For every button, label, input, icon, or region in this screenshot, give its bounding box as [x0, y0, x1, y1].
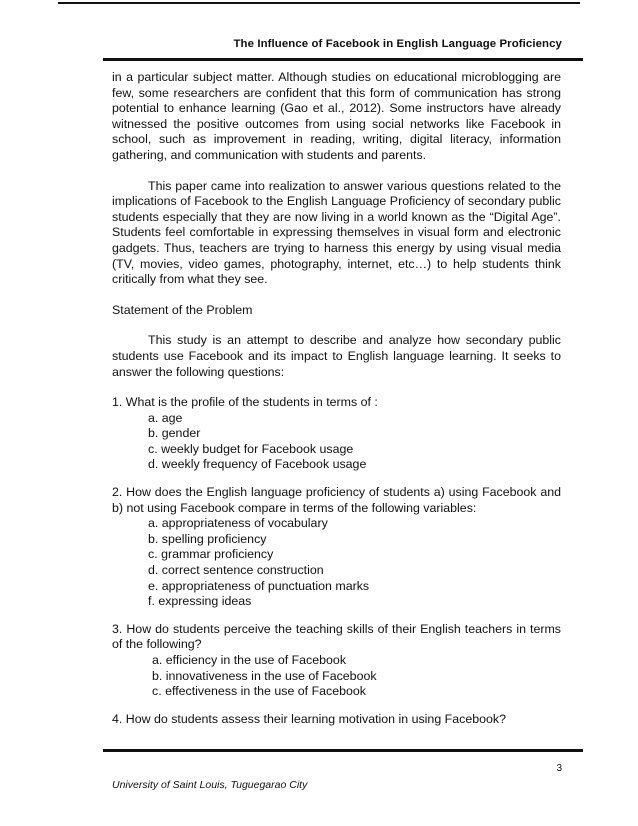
question-2: 2. How does the English language proficiency of students a) using Facebook and b) not using Facebook compare in terms of the following variables: — [112, 485, 561, 515]
paragraph-continuation: in a particular subject matter. Although studies on educational microblogging are few, some researchers are confident that this form of communication has strong potential to enhance learning (Gao et al., 2012). Some instructors have already witnessed the positive outcomes from using social networks like Facebook in school, such as improvement in reading, writing, digital literacy, information gathering, and communication with students and parents. — [112, 70, 561, 162]
page-number: 3 — [556, 763, 562, 774]
question-2-item: e. appropriateness of punctuation marks — [148, 578, 370, 593]
footer-institution: University of Saint Louis, Tuguegarao City — [112, 779, 308, 791]
question-1-item: c. weekly budget for Facebook usage — [148, 441, 354, 456]
question-2-item: c. grammar proficiency — [148, 547, 274, 562]
question-3-item: a. efficiency in the use of Facebook — [152, 653, 347, 667]
question-3-item: c. effectiveness in the use of Facebook — [152, 684, 366, 699]
header-rule — [103, 58, 583, 61]
question-1-item: b. gender — [148, 426, 201, 441]
paragraph-digital-age: This paper came into realization to answer various questions related to the implications of Facebook to the English Language Proficiency of secondary public students especially that they are now living in a world known as the “Digital Age”. Students feel comfortable in expressing themselves in visual form and electronic gadgets. Thus, teachers are trying to harness this energy by using visual media (TV, movies, video games, photography, internet, etc…) to help students think critically from what they see. — [112, 178, 561, 287]
section-heading: Statement of the Problem — [112, 302, 253, 317]
question-1-item: d. weekly frequency of Facebook usage — [148, 457, 367, 472]
question-4: 4. How do students assess their learning motivation in using Facebook? — [112, 711, 506, 726]
running-header-title: The Influence of Facebook in English Language Proficiency — [233, 38, 562, 50]
question-2-item: f. expressing ideas — [148, 594, 252, 609]
page-body — [112, 70, 561, 727]
question-2-item: b. spelling proficiency — [148, 531, 267, 546]
question-2-item: a. appropriateness of vocabulary — [148, 516, 328, 531]
question-1: 1. What is the profile of the students in terms of : — [112, 395, 378, 410]
question-2-item: d. correct sentence construction — [148, 563, 324, 578]
paragraph-study-purpose: This study is an attempt to describe and analyze how secondary public students use Facebook and its impact to English language learning. It seeks to answer the following questions: — [112, 333, 561, 379]
question-3: 3. How do students perceive the teaching skills of their English teachers in terms of the following? — [112, 621, 561, 652]
top-border-rule — [58, 2, 580, 4]
question-1-item: a. age — [148, 410, 183, 425]
question-3-item: b. innovativeness in the use of Facebook — [152, 668, 377, 683]
footer-rule — [103, 749, 583, 752]
